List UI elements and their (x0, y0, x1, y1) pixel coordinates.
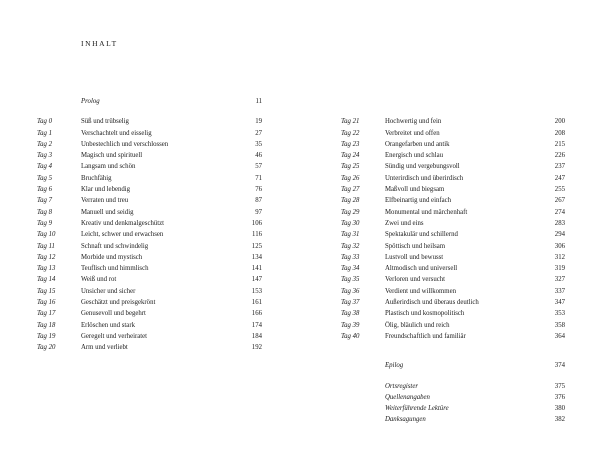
entry-day: Tag 18 (37, 321, 56, 329)
toc-left-column (37, 96, 262, 354)
toc-right-column (341, 96, 565, 426)
entry-title: Erlöschen und stark (81, 321, 135, 329)
entry-title: Lustvoll und bewusst (385, 253, 444, 261)
toc-appendix (341, 381, 565, 426)
toc-entry-day (341, 331, 565, 342)
toc-entry-day (341, 207, 565, 218)
entry-page: 337 (554, 287, 565, 295)
entry-page: 71 (255, 174, 262, 182)
toc-entry-appendix (341, 414, 565, 425)
entry-title: Schnaft und schwindelig (81, 242, 149, 250)
entry-title: Unsicher und sicher (81, 287, 136, 295)
entry-day: Tag 24 (341, 152, 360, 160)
entry-title: Klar und lebendig (81, 186, 131, 194)
entry-title: Magisch und spirituell (81, 152, 143, 160)
entry-day: Tag 31 (341, 231, 360, 239)
entry-page: 294 (554, 231, 565, 239)
toc-entry-day (37, 173, 262, 184)
entry-day: Tag 14 (37, 276, 56, 284)
entry-day: Tag 34 (341, 265, 360, 273)
entry-page: 319 (554, 265, 565, 273)
toc-entry-day (341, 274, 565, 285)
entry-day: Tag 8 (37, 208, 53, 216)
toc-entry-day (341, 150, 565, 161)
entry-page: 274 (554, 208, 565, 216)
entry-day: Tag 1 (37, 129, 53, 137)
toc-heading: INHALT (81, 39, 118, 48)
entry-page: 347 (554, 299, 565, 307)
entry-page: 267 (554, 197, 565, 205)
toc-entry-day (37, 342, 262, 353)
toc-entry-day (341, 139, 565, 150)
entry-page: 382 (554, 416, 565, 424)
entry-title: Epilog (385, 362, 404, 370)
toc-entry-appendix (341, 381, 565, 392)
entry-title: Außerirdisch und überaus deutlich (385, 299, 479, 307)
entry-page: 147 (251, 276, 262, 284)
entry-page: 192 (251, 344, 262, 352)
entry-title: Monumental und märchenhaft (385, 208, 468, 216)
toc-entry-day (341, 320, 565, 331)
toc-entry-day (37, 286, 262, 297)
toc-entry-day (341, 218, 565, 229)
entry-page: 57 (255, 163, 262, 171)
toc-entry-day (341, 286, 565, 297)
entry-page: 226 (554, 152, 565, 160)
entry-title: Sündig und vergebungsvoll (385, 163, 460, 171)
entry-title: Elfbeinartig und einfach (385, 197, 452, 205)
entry-title: Arm und verliebt (81, 344, 128, 352)
entry-page: 46 (255, 152, 262, 160)
entry-title: Manuell und seidig (81, 208, 134, 216)
entry-page: 125 (251, 242, 262, 250)
entry-page: 87 (255, 197, 262, 205)
entry-day: Tag 32 (341, 242, 360, 250)
toc-entry-day (37, 274, 262, 285)
entry-page: 247 (554, 174, 565, 182)
entry-page: 97 (255, 208, 262, 216)
entry-day: Tag 35 (341, 276, 360, 284)
entry-day: Tag 38 (341, 310, 360, 318)
entry-day: Tag 27 (341, 186, 360, 194)
entry-day: Tag 19 (37, 332, 56, 340)
entry-page: 208 (554, 129, 565, 137)
entry-title: Unterirdisch und überirdisch (385, 174, 464, 182)
entry-title: Kreativ und denkmalgeschützt (81, 219, 165, 227)
entry-day: Tag 36 (341, 287, 360, 295)
entry-title: Hochwertig und fein (385, 118, 442, 126)
entry-day: Tag 39 (341, 321, 360, 329)
entry-page: 106 (251, 219, 262, 227)
entry-title: Morbide und mystisch (81, 253, 143, 261)
entry-title: Spöttisch und heilsam (385, 242, 446, 250)
entry-title: Ortsregister (385, 382, 418, 390)
entry-title: Langsam und schön (81, 163, 136, 171)
toc-entry-day (341, 241, 565, 252)
entry-day: Tag 21 (341, 118, 360, 126)
entry-page: 358 (554, 321, 565, 329)
entry-page: 161 (251, 299, 262, 307)
entry-title: Teuflisch und himmlisch (81, 265, 149, 273)
entry-page: 237 (554, 163, 565, 171)
toc-entry-day (37, 207, 262, 218)
entry-title: Verloren und versucht (385, 276, 446, 284)
toc-entry-prolog (37, 96, 262, 107)
entry-title: Zwei und eins (385, 219, 424, 227)
entry-page: 283 (554, 219, 565, 227)
entry-title: Prolog (81, 98, 100, 105)
entry-day: Tag 4 (37, 163, 53, 171)
toc-left-days (37, 116, 262, 353)
entry-title: Genusevoll und begehrt (81, 310, 146, 318)
entry-day: Tag 0 (37, 118, 53, 126)
entry-title: Spektakulär und schillernd (385, 231, 458, 239)
toc-entry-day (37, 252, 262, 263)
toc-entry-day (341, 252, 565, 263)
entry-page: 374 (554, 362, 565, 370)
entry-title: Süß und trübselig (81, 118, 129, 126)
toc-entry-epilog (341, 360, 565, 371)
entry-title: Maßvoll und biegsam (385, 186, 445, 194)
entry-page: 375 (554, 382, 565, 390)
entry-day: Tag 26 (341, 174, 360, 182)
entry-day: Tag 16 (37, 299, 56, 307)
toc-entry-day (37, 297, 262, 308)
toc-entry-day (341, 184, 565, 195)
entry-title: Weiterführende Lektüre (385, 405, 449, 413)
entry-day: Tag 7 (37, 197, 53, 205)
entry-title: Quellenangaben (385, 393, 430, 401)
entry-day: Tag 17 (37, 310, 56, 318)
entry-day: Tag 22 (341, 129, 360, 137)
entry-page: 306 (554, 242, 565, 250)
toc-entry-day (341, 128, 565, 139)
toc-entry-day (37, 184, 262, 195)
entry-page: 200 (554, 118, 565, 126)
entry-title: Weiß und rot (81, 276, 117, 284)
entry-title: Altmodisch und universell (385, 265, 458, 273)
entry-day: Tag 13 (37, 265, 56, 273)
toc-entry-day (341, 229, 565, 240)
entry-page: 255 (554, 186, 565, 194)
entry-day: Tag 33 (341, 253, 360, 261)
entry-title: Bruchfähig (81, 174, 112, 182)
entry-day: Tag 20 (37, 344, 56, 352)
toc-entry-day (37, 331, 262, 342)
toc-entry-day (37, 128, 262, 139)
entry-title: Leicht, schwer und erwachsen (81, 231, 164, 239)
entry-page: 353 (554, 310, 565, 318)
entry-title: Verbreitet und offen (385, 129, 440, 137)
entry-page: 27 (255, 129, 262, 137)
entry-day: Tag 30 (341, 219, 360, 227)
entry-page: 312 (554, 253, 565, 261)
entry-title: Verdient und willkommen (385, 287, 456, 295)
toc-entry-day (341, 308, 565, 319)
toc-entry-day (341, 263, 565, 274)
toc-entry-day (37, 116, 262, 127)
entry-page: 184 (251, 332, 262, 340)
entry-day: Tag 40 (341, 332, 360, 340)
entry-page: 166 (251, 310, 262, 318)
entry-title: Verschachtelt und eisselig (81, 129, 152, 137)
toc-entry-day (37, 229, 262, 240)
entry-day: Tag 15 (37, 287, 56, 295)
entry-page: 116 (252, 231, 262, 239)
entry-title: Orangefarben und antik (385, 140, 450, 148)
toc-entry-day (37, 218, 262, 229)
toc-entry-appendix (341, 392, 565, 403)
toc-entry-day (341, 161, 565, 172)
entry-title: Energisch und schlau (385, 152, 444, 160)
toc-entry-day (37, 308, 262, 319)
toc-entry-day (37, 263, 262, 274)
toc-right-days (341, 116, 565, 342)
entry-page: 380 (554, 405, 565, 413)
entry-title: Verraten und treu (81, 197, 129, 205)
toc-entry-day (341, 116, 565, 127)
entry-page: 134 (251, 253, 262, 261)
entry-day: Tag 10 (37, 231, 56, 239)
entry-title: Danksagungen (385, 416, 426, 424)
entry-page: 19 (255, 118, 262, 126)
entry-page: 76 (255, 186, 262, 194)
toc-entry-day (37, 161, 262, 172)
entry-title: Unbestechlich und verschlossen (81, 140, 169, 148)
entry-day: Tag 23 (341, 140, 360, 148)
entry-day: Tag 5 (37, 174, 53, 182)
entry-day: Tag 3 (37, 152, 53, 160)
entry-day: Tag 29 (341, 208, 360, 216)
toc-entry-day (37, 195, 262, 206)
entry-day: Tag 37 (341, 299, 360, 307)
entry-day: Tag 9 (37, 219, 53, 227)
entry-page: 141 (251, 265, 262, 273)
entry-day: Tag 25 (341, 163, 360, 171)
entry-page: 376 (554, 393, 565, 401)
entry-day: Tag 12 (37, 253, 56, 261)
toc-entry-day (37, 139, 262, 150)
entry-title: Geschätzt und preisgekrönt (81, 299, 156, 307)
toc-entry-day (341, 297, 565, 308)
entry-day: Tag 28 (341, 197, 360, 205)
entry-page: 153 (251, 287, 262, 295)
entry-page: 35 (255, 140, 262, 148)
entry-title: Ölig, bläulich und reich (385, 321, 450, 329)
entry-title: Freundschaftlich und familiär (385, 332, 466, 340)
entry-page: 215 (554, 140, 565, 148)
entry-day: Tag 11 (37, 242, 55, 250)
toc-entry-day (37, 320, 262, 331)
toc-entry-day (37, 241, 262, 252)
entry-page: 327 (554, 276, 565, 284)
entry-day: Tag 6 (37, 186, 53, 194)
entry-title: Plastisch und kosmopolitisch (385, 310, 465, 318)
toc-entry-day (341, 195, 565, 206)
toc-entry-appendix (341, 403, 565, 414)
entry-page: 174 (251, 321, 262, 329)
entry-page: 11 (255, 98, 262, 105)
entry-page: 364 (554, 332, 565, 340)
entry-title: Geregelt und verheiratet (81, 332, 148, 340)
toc-entry-day (37, 150, 262, 161)
toc-entry-day (341, 173, 565, 184)
entry-day: Tag 2 (37, 140, 53, 148)
